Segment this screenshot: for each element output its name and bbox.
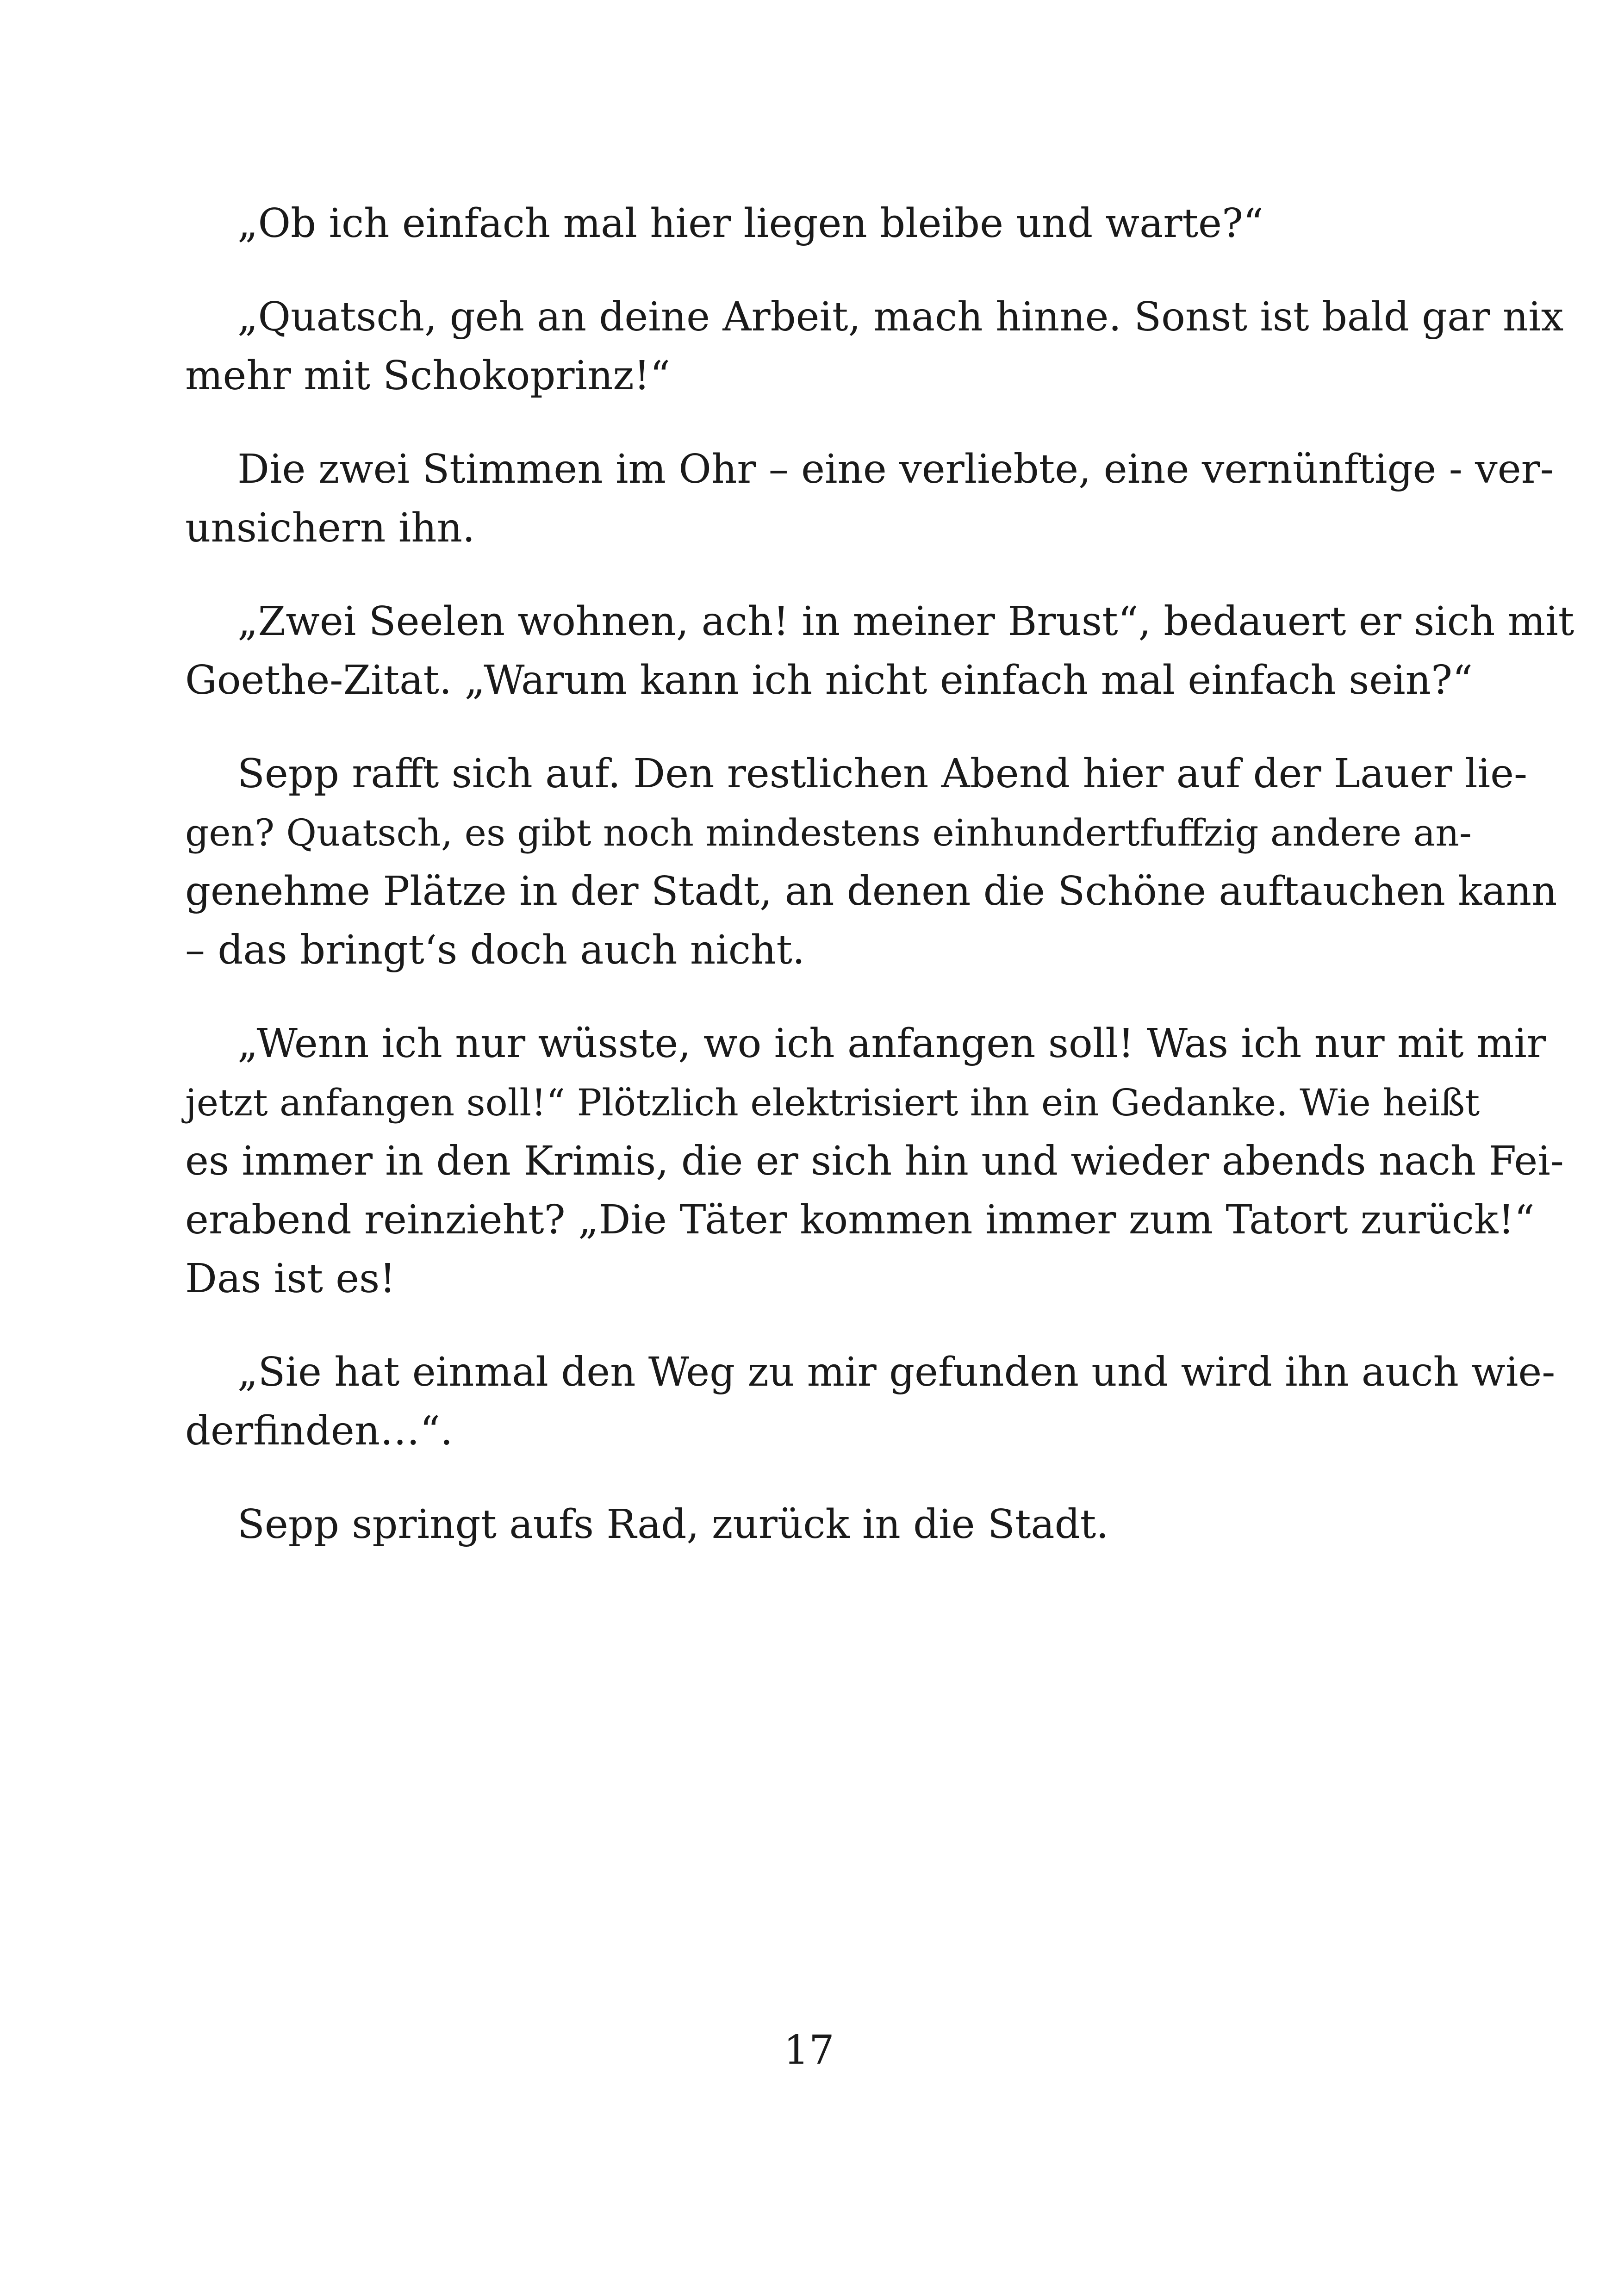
text-line: es immer in den Krimis, die er sich hin und wieder abends nach Fei- [185, 1138, 1564, 1184]
text-line: – das bringt‘s doch auch nicht. [185, 927, 805, 973]
text-line: Das ist es! [185, 1256, 396, 1302]
text-line: erabend reinzieht? „Die Täter kommen immer zum Tatort zurück!“ [185, 1197, 1535, 1243]
text-line: „Sie hat einmal den Weg zu mir gefunden und wird ihn auch wie- [237, 1349, 1556, 1395]
paragraph [185, 288, 1564, 405]
text-line: „Ob ich einfach mal hier liegen bleibe und warte?“ [237, 200, 1264, 247]
text-line: Die zwei Stimmen im Ohr – eine verliebte, eine vernünftige - ver- [237, 446, 1554, 492]
text-line: „Zwei Seelen wohnen, ach! in meiner Brust“, bedauert er sich mit [237, 598, 1574, 645]
paragraph [185, 745, 1557, 980]
text-line: derfinden…“. [185, 1408, 453, 1454]
text-line: „Wenn ich nur wüsste, wo ich anfangen soll! Was ich nur mit mir [237, 1020, 1546, 1067]
text-line: Sepp rafft sich auf. Den restlichen Abend hier auf der Lauer lie- [237, 751, 1528, 797]
text-line: Sepp springt aufs Rad, zurück in die Stadt. [237, 1501, 1109, 1548]
text-line: Goethe-Zitat. „Warum kann ich nicht einfach mal einfach sein?“ [185, 657, 1473, 703]
text-line: jetzt anfangen soll!“ Plötzlich elektrisiert ihn ein Gedanke. Wie heißt [185, 1081, 1480, 1124]
page-number: 17 [784, 2027, 834, 2073]
text-line: „Quatsch, geh an deine Arbeit, mach hinne. Sonst ist bald gar nix [237, 294, 1564, 340]
paragraph [185, 1343, 1556, 1461]
text-line: genehme Plätze in der Stadt, an denen die Schöne auftauchen kann [185, 868, 1557, 915]
paragraph [185, 592, 1574, 710]
paragraph [185, 440, 1554, 558]
text-line: mehr mit Schokoprinz!“ [185, 353, 671, 399]
text-line: unsichern ihn. [185, 505, 475, 551]
body-text [185, 194, 1574, 1554]
paragraph [185, 194, 1439, 253]
paragraph [185, 1014, 1564, 1308]
text-line: gen? Quatsch, es gibt noch mindestens einhundertfuffzig andere an- [185, 811, 1472, 854]
paragraph [185, 1495, 1439, 1554]
